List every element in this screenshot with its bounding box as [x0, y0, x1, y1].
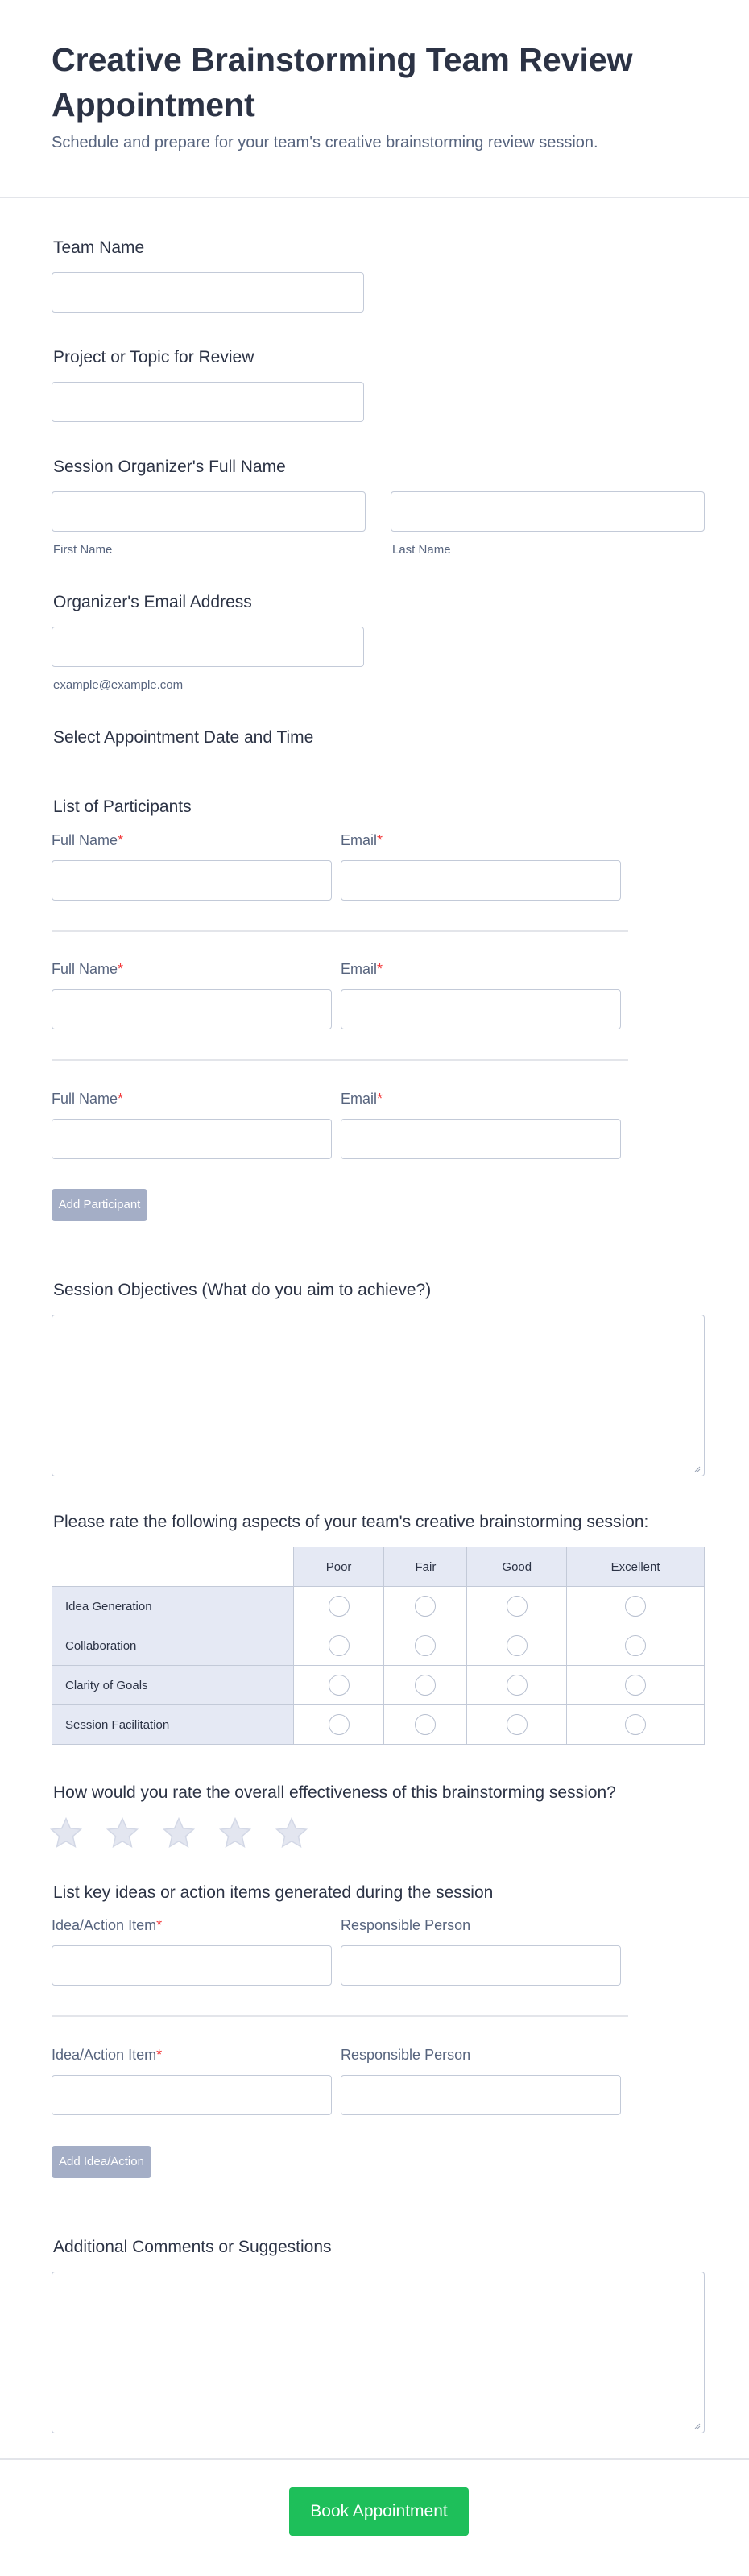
star-icon[interactable]	[274, 1816, 309, 1851]
objectives-label: Session Objectives (What do you aim to achieve?)	[53, 1281, 432, 1299]
team-name-label: Team Name	[53, 238, 145, 257]
matrix-row-header: Idea Generation	[52, 1587, 294, 1626]
responsible-person-label: Responsible Person	[341, 2047, 471, 2063]
rating-radio[interactable]	[329, 1635, 350, 1656]
star-icon[interactable]	[48, 1816, 84, 1851]
objectives-textarea[interactable]	[52, 1315, 705, 1476]
responsible-person-input[interactable]	[341, 1945, 621, 1986]
last-name-input[interactable]	[391, 491, 705, 532]
matrix-row-header: Collaboration	[52, 1626, 294, 1666]
rating-radio[interactable]	[415, 1675, 436, 1696]
project-label: Project or Topic for Review	[53, 348, 254, 367]
matrix-row-header: Clarity of Goals	[52, 1666, 294, 1705]
page-subtitle: Schedule and prepare for your team's creative brainstorming review session.	[52, 134, 598, 151]
responsible-person-input[interactable]	[341, 2075, 621, 2115]
participant-name-label: Full Name*	[52, 961, 124, 977]
rating-radio[interactable]	[415, 1596, 436, 1617]
email-sublabel: example@example.com	[53, 678, 184, 692]
participant-name-label: Full Name*	[52, 1091, 124, 1107]
matrix-column-header: Excellent	[567, 1547, 705, 1587]
participant-email-input[interactable]	[341, 1119, 621, 1159]
participants-label: List of Participants	[53, 797, 192, 816]
participant-divider	[52, 1059, 628, 1061]
participant-name-input[interactable]	[52, 1119, 332, 1159]
rating-radio[interactable]	[625, 1596, 646, 1617]
rating-radio[interactable]	[507, 1675, 528, 1696]
idea-item-input[interactable]	[52, 1945, 332, 1986]
participant-email-label: Email*	[341, 961, 383, 977]
team-name-input[interactable]	[52, 272, 364, 313]
rating-radio[interactable]	[507, 1714, 528, 1735]
rating-radio[interactable]	[329, 1596, 350, 1617]
participant-name-input[interactable]	[52, 860, 332, 901]
rating-radio[interactable]	[625, 1714, 646, 1735]
rating-radio[interactable]	[329, 1714, 350, 1735]
organizer-email-label: Organizer's Email Address	[53, 593, 252, 611]
book-appointment-button[interactable]: Book Appointment	[289, 2487, 469, 2536]
footer-divider	[0, 2458, 749, 2460]
comments-textarea[interactable]	[52, 2272, 705, 2433]
rating-radio[interactable]	[415, 1635, 436, 1656]
participant-divider	[52, 930, 628, 932]
matrix-corner	[52, 1547, 294, 1587]
participant-email-input[interactable]	[341, 989, 621, 1029]
participant-name-input[interactable]	[52, 989, 332, 1029]
participant-name-label: Full Name*	[52, 832, 124, 848]
add-participant-button[interactable]: Add Participant	[52, 1189, 147, 1221]
header-divider	[0, 197, 749, 198]
rating-matrix	[52, 1547, 705, 1745]
first-name-input[interactable]	[52, 491, 366, 532]
matrix-column-header: Good	[467, 1547, 567, 1587]
participant-email-label: Email*	[341, 1091, 383, 1107]
responsible-person-label: Responsible Person	[341, 1917, 471, 1933]
date-time-label: Select Appointment Date and Time	[53, 728, 314, 747]
star-rating	[48, 1816, 322, 1856]
organizer-name-label: Session Organizer's Full Name	[53, 458, 286, 476]
add-idea-button[interactable]: Add Idea/Action	[52, 2146, 151, 2178]
rating-radio[interactable]	[625, 1635, 646, 1656]
resize-handle-icon[interactable]	[693, 1464, 701, 1472]
star-rating-label: How would you rate the overall effectiveness of this brainstorming session?	[53, 1783, 616, 1802]
star-icon[interactable]	[161, 1816, 197, 1851]
resize-handle-icon[interactable]	[693, 2421, 701, 2429]
idea-divider	[52, 2015, 628, 2017]
participant-email-input[interactable]	[341, 860, 621, 901]
rating-radio[interactable]	[415, 1714, 436, 1735]
comments-label: Additional Comments or Suggestions	[53, 2238, 332, 2256]
matrix-column-header: Fair	[384, 1547, 467, 1587]
rating-matrix-label: Please rate the following aspects of your team's creative brainstorming session:	[53, 1513, 649, 1531]
rating-radio[interactable]	[329, 1675, 350, 1696]
star-icon[interactable]	[105, 1816, 140, 1851]
rating-radio[interactable]	[507, 1635, 528, 1656]
ideas-label: List key ideas or action items generated during the session	[53, 1883, 494, 1902]
idea-item-label: Idea/Action Item*	[52, 1917, 163, 1933]
last-name-sublabel: Last Name	[392, 543, 451, 557]
participant-email-label: Email*	[341, 832, 383, 848]
idea-item-label: Idea/Action Item*	[52, 2047, 163, 2063]
page-title: Creative Brainstorming Team Review Appointment	[52, 41, 633, 123]
rating-radio[interactable]	[625, 1675, 646, 1696]
first-name-sublabel: First Name	[53, 543, 113, 557]
matrix-row-header: Session Facilitation	[52, 1705, 294, 1745]
project-input[interactable]	[52, 382, 364, 422]
matrix-column-header: Poor	[293, 1547, 384, 1587]
idea-item-input[interactable]	[52, 2075, 332, 2115]
star-icon[interactable]	[217, 1816, 253, 1851]
organizer-email-input[interactable]	[52, 627, 364, 667]
rating-radio[interactable]	[507, 1596, 528, 1617]
